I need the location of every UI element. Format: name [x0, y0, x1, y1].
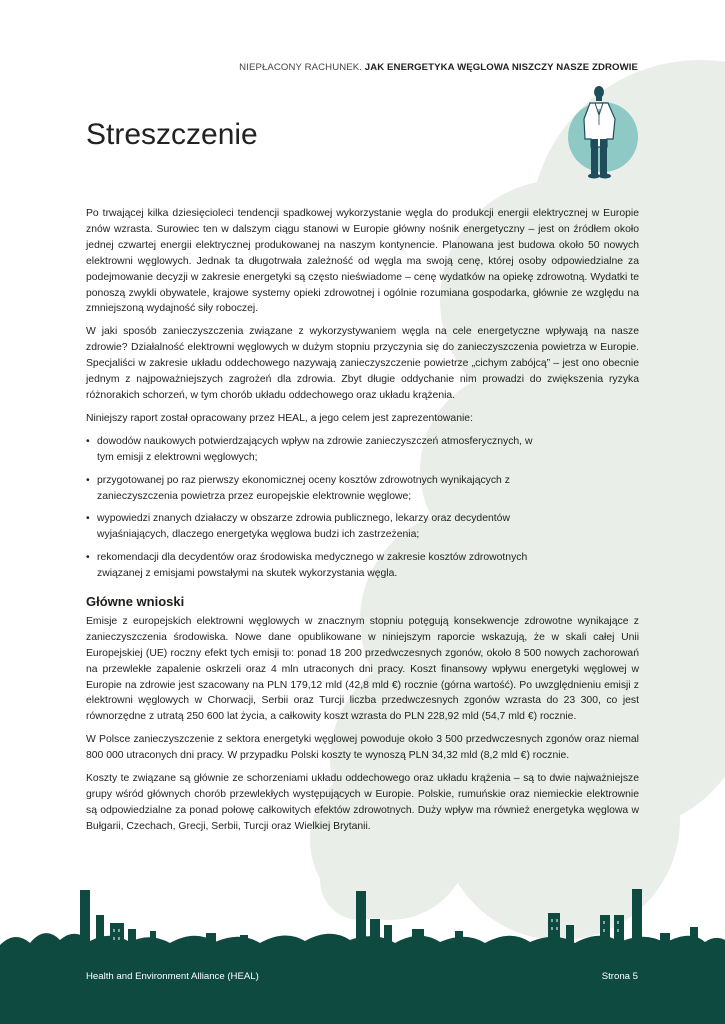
list-item: • wypowiedzi znanych działaczy w obszarze zdrowia publicznego, lekarzy oraz decydentów wyjaśniających, dlaczego energetyka węglowa budzi ich zastrzeżenia;: [86, 511, 547, 543]
list-item: • przygotowanej po raz pierwszy ekonomicznej oceny kosztów zdrowotnych wynikających z zanieczyszczenia powietrza przez europejskie elektrownie węglowe;: [86, 473, 547, 505]
section-heading: Główne wnioski: [86, 594, 185, 610]
bullet-list: [86, 434, 639, 582]
intro-paragraph: Po trwającej kilka dziesięcioleci tendencji spadkowej wykorzystanie węgla do produkcji energii elektrycznej w Europie znów wzrasta. Surowiec ten w dalszym ciągu stanowi w Europie główny nośnik energetyczny – jest on źródłem około jednej czwartej energii elektrycznej produkowanej na naszym kontynencie. Planowana jest budowa około 50 nowych elektrowni węglowych. Jednak ta długotrwała zależność od węgla ma swoją cenę, której osoby odpowiedzialne za podejmowanie decyzji w zakresie energetyki są często nieświadome – cenę wydatków na opiekę zdrowotną. Wydatki te ponoszą zwykli obywatele, krajowe systemy opieki zdrowotnej i ogólnie rozumiana gospodarka, głównie ze względu na zmniejszoną wydajność siły roboczej.: [86, 208, 639, 315]
page-title: Streszczenie: [86, 118, 258, 151]
header-prefix: NIEPŁACONY RACHUNEK.: [239, 62, 363, 73]
intro-paragraph: Niniejszy raport został opracowany przez HEAL, a jego celem jest zaprezentowanie:: [86, 412, 473, 424]
intro-paragraph: W jaki sposób zanieczyszczenia związane z wykorzystywaniem węgla na cele energetyczne wpływają na nasze zdrowie? Działalność elektrowni węglowych w dużym stopniu przyczynia się do zanieczyszczenia powietrza w Europie. Specjaliści w zakresie układu oddechowego nazywają zanieczyszczenie powietrze „cichym zabójcą” – jest ono obecnie jednym z najpoważniejszych zagrożeń dla zdrowia. Zbyt długie oddychanie nim prowadzi do zwiększenia ryzyka różnorakich schorzeń, w tym chorób układu oddechowego oraz układu krążenia.: [86, 326, 639, 401]
main-content: [86, 206, 639, 842]
running-header: [239, 62, 638, 73]
findings-paragraph: Emisje z europejskich elektrowni węglowych w znacznym stopniu potęgują konsekwencje zdrowotne wynikające z zanieczyszczenia środowiska. Nowe dane opublikowane w niniejszym raporcie wskazują, że w skali całej Unii Europejskiej (UE) roczny efekt tych emisji to: ponad 18 200 przedwczesnych zgonów, około 8 500 nowych zachorowań na przewlekłe zapalenie oskrzeli oraz 4 mln utraconych dni pracy. Koszt finansowy wpływu energetyki węglowej w Europie na zdrowie jest szacowany na PLN 179,12 mld (42,8 mld €) rocznie (górna wartość). Po uwzględnieniu emisji z elektrowni węglowych w Chorwacji, Serbii oraz Turcji liczba przedwczesnych zgonów wzrasta do 23 300, co jest równorzędne z utratą 250 600 lat życia, a całkowity koszt wzrasta do PLN 228,92 mld (54,7 mld €) rocznie.: [86, 615, 639, 723]
list-item: • dowodów naukowych potwierdzających wpływ na zdrowie zanieczyszczeń atmosferycznych, w tym emisji z elektrowni węglowych;: [86, 434, 547, 466]
footer-page-number: Strona 5: [601, 971, 638, 982]
footer-organization: Health and Environment Alliance (HEAL): [86, 971, 259, 982]
findings-paragraph: Koszty te związane są głównie ze schorzeniami układu oddechowego oraz układu krążenia – są to dwie najważniejsze grupy wśród głównych chorób przewlekłych występujących w Europie. Polskie, rumuńskie oraz niemieckie elektrownie są odpowiedzialne za ponad połowę całkowitych efektów zdrowotnych. Duży wpływ ma również energetyka węglowa w Bułgarii, Czechach, Grecji, Serbii, Turcji oraz Wielkiej Brytanii.: [86, 773, 639, 832]
header-title: JAK ENERGETYKA WĘGLOWA NISZCZY NASZE ZDROWIE: [364, 62, 638, 73]
findings-paragraph: W Polsce zanieczyszczenie z sektora energetyki węglowej powoduje około 3 500 przedwczesnych zgonów oraz niemal 800 000 utraconych dni pracy. W przypadku Polski koszty te wynoszą PLN 34,32 mld (8,2 mld €) rocznie.: [86, 734, 639, 762]
list-item: • rekomendacji dla decydentów oraz środowiska medycznego w zakresie kosztów zdrowotnych związanej z emisjami powstałymi na skutek wykorzystania węgla.: [86, 550, 547, 582]
city-skyline-icon: [0, 885, 725, 1024]
doctor-icon: [567, 81, 639, 181]
